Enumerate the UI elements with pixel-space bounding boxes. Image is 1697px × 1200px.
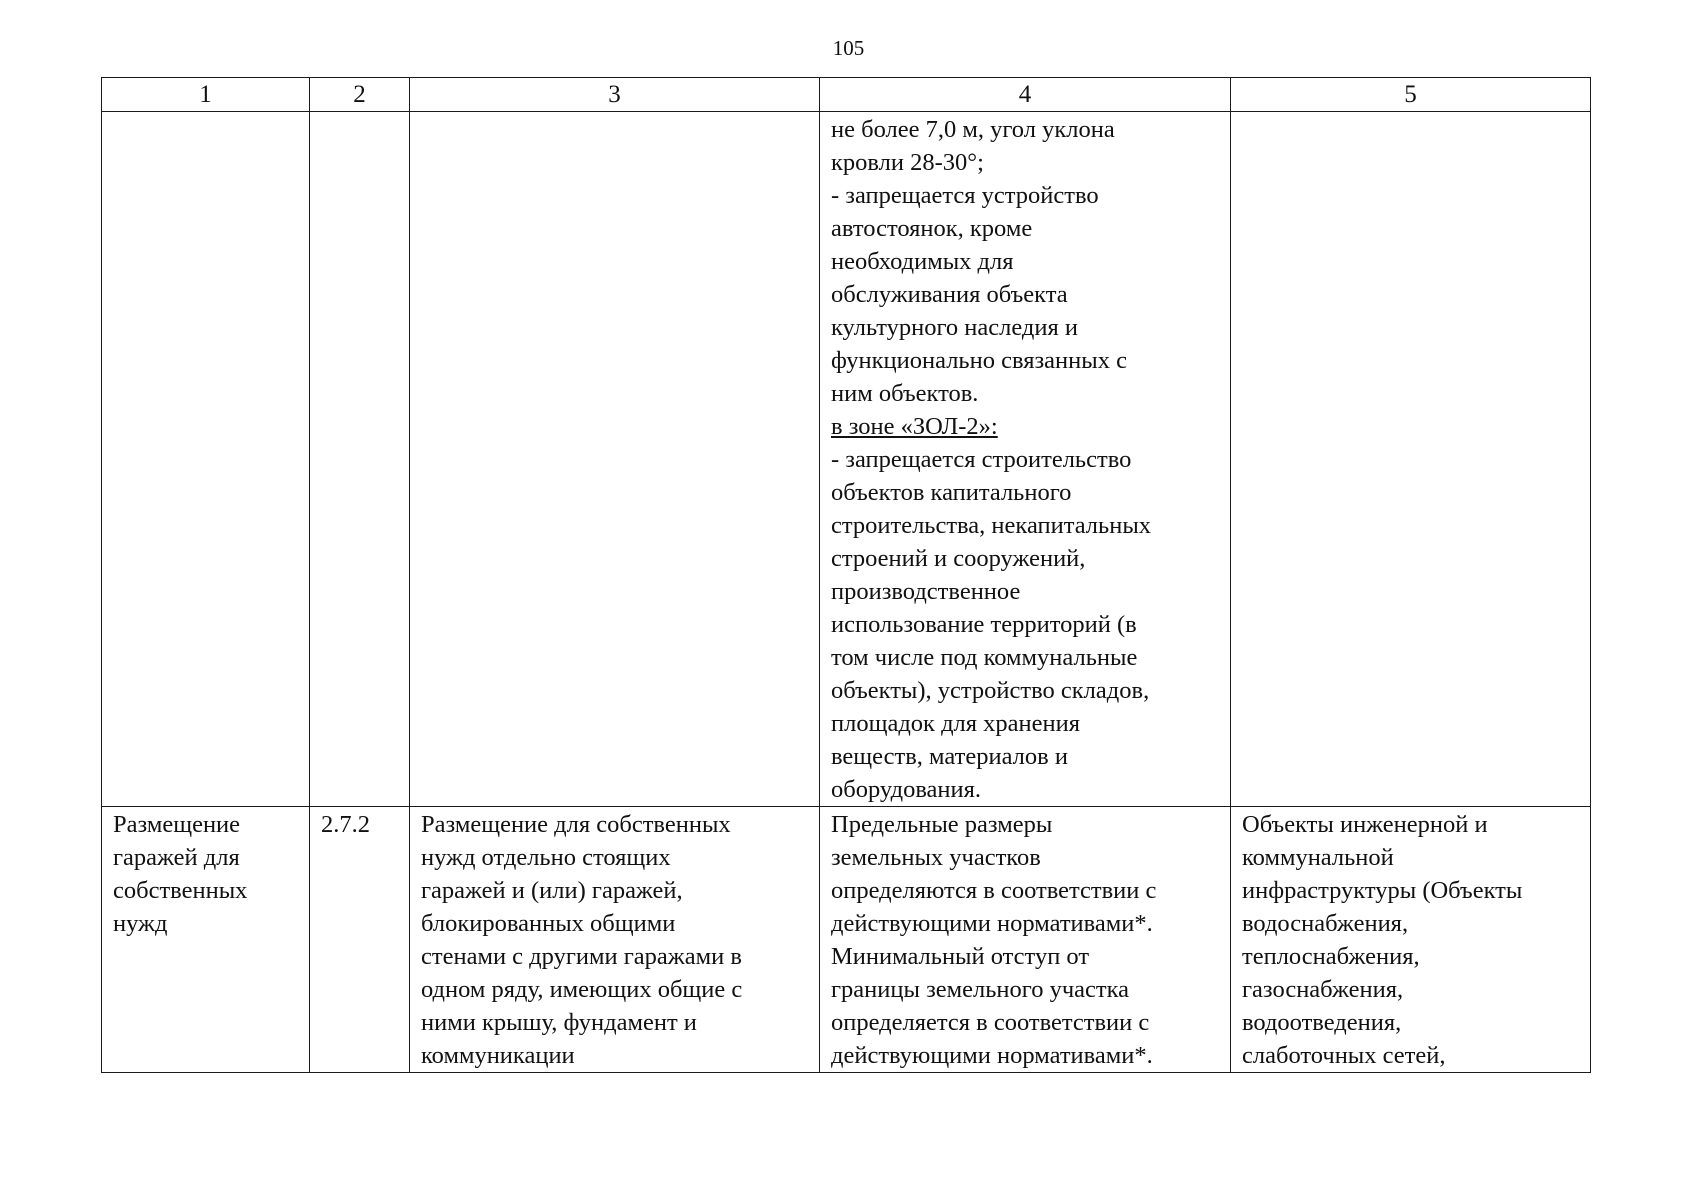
cell-text-line: коммуникации bbox=[421, 1042, 575, 1069]
row-a-col-1 bbox=[102, 112, 310, 807]
cell-text-line: гаражей для bbox=[113, 844, 240, 871]
cell-text-line: действующими нормативами*. bbox=[831, 1042, 1153, 1069]
regulation-table bbox=[101, 77, 1591, 1073]
cell-text-line: ним объектов. bbox=[831, 380, 979, 407]
cell-text-line: веществ, материалов и bbox=[831, 743, 1068, 770]
cell-text-line: земельных участков bbox=[831, 844, 1041, 871]
cell-text-line: слаботочных сетей, bbox=[1242, 1042, 1446, 1069]
cell-text-line: обслуживания объекта bbox=[831, 281, 1068, 308]
cell-text-line: необходимых для bbox=[831, 248, 1014, 275]
cell-text-line: блокированных общими bbox=[421, 910, 676, 937]
page-number: 105 bbox=[832, 36, 865, 60]
cell-text-line: не более 7,0 м, угол уклона bbox=[831, 116, 1115, 143]
row-b-col-3 bbox=[410, 807, 820, 1073]
table-row-garages bbox=[102, 807, 1591, 1073]
row-b-col-2 bbox=[310, 807, 410, 1073]
cell-text-line: культурного наследия и bbox=[831, 314, 1078, 341]
table-row-continuation bbox=[102, 112, 1591, 807]
cell-text-line: ними крышу, фундамент и bbox=[421, 1009, 697, 1036]
cell-text-line: строительства, некапитальных bbox=[831, 512, 1152, 539]
row-a-col-2 bbox=[310, 112, 410, 807]
cell-text-line: функционально связанных с bbox=[831, 347, 1127, 374]
cell-text-line: нужд отдельно стоящих bbox=[421, 844, 671, 871]
cell-text-line: нужд bbox=[113, 910, 168, 937]
cell-text-line: кровли 28-30°; bbox=[831, 149, 984, 176]
cell-text-line: площадок для хранения bbox=[831, 710, 1081, 737]
header-col-3: 3 bbox=[410, 78, 820, 112]
cell-text-line: - запрещается устройство bbox=[831, 182, 1099, 209]
cell-text-line: собственных bbox=[113, 877, 248, 904]
row-b-col-4 bbox=[820, 807, 1231, 1073]
cell-text-line: Размещение bbox=[113, 811, 241, 838]
cell-text-line: одном ряду, имеющих общие с bbox=[421, 976, 743, 1003]
header-col-4: 4 bbox=[820, 78, 1231, 112]
cell-text-line: границы земельного участка bbox=[831, 976, 1130, 1003]
cell-text-line: теплоснабжения, bbox=[1242, 943, 1420, 970]
header-col-2: 2 bbox=[310, 78, 410, 112]
cell-text-line: строений и сооружений, bbox=[831, 545, 1086, 572]
cell-text-line: стенами с другими гаражами в bbox=[421, 943, 742, 970]
header-col-1: 1 bbox=[102, 78, 310, 112]
cell-text-line: Размещение для собственных bbox=[421, 811, 731, 838]
row-a-col-5 bbox=[1231, 112, 1591, 807]
table-header-row bbox=[102, 78, 1591, 112]
cell-text-line: использование территорий (в bbox=[831, 611, 1137, 638]
cell-text-line: оборудования. bbox=[831, 776, 982, 803]
cell-text-line: инфраструктуры (Объекты bbox=[1242, 877, 1523, 904]
cell-text-line: водоотведения, bbox=[1242, 1009, 1402, 1036]
cell-text-line: определяется в соответствии с bbox=[831, 1009, 1150, 1036]
row-a-col-3 bbox=[410, 112, 820, 807]
cell-text-line: производственное bbox=[831, 578, 1021, 605]
cell-text-line: 2.7.2 bbox=[321, 811, 370, 838]
header-col-5: 5 bbox=[1231, 78, 1591, 112]
row-b-col-1 bbox=[102, 807, 310, 1073]
cell-text-line: водоснабжения, bbox=[1242, 910, 1409, 937]
cell-text-line: Минимальный отступ от bbox=[831, 943, 1090, 970]
cell-text-line: - запрещается строительство bbox=[831, 446, 1132, 473]
cell-text-line: определяются в соответствии с bbox=[831, 877, 1157, 904]
cell-text-line: объекты), устройство складов, bbox=[831, 677, 1150, 704]
row-b-col-5 bbox=[1231, 807, 1591, 1073]
cell-text-line: Предельные размеры bbox=[831, 811, 1053, 838]
cell-text-line: газоснабжения, bbox=[1242, 976, 1404, 1003]
cell-text-line: автостоянок, кроме bbox=[831, 215, 1033, 242]
cell-text-line: гаражей и (или) гаражей, bbox=[421, 877, 683, 904]
cell-text-line: в зоне «ЗОЛ-2»: bbox=[831, 413, 998, 440]
cell-text-line: том числе под коммунальные bbox=[831, 644, 1138, 671]
cell-text-line: коммунальной bbox=[1242, 844, 1394, 871]
row-a-col-4 bbox=[820, 112, 1231, 807]
cell-text-line: Объекты инженерной и bbox=[1242, 811, 1488, 838]
cell-text-line: действующими нормативами*. bbox=[831, 910, 1153, 937]
cell-text-line: объектов капитального bbox=[831, 479, 1072, 506]
